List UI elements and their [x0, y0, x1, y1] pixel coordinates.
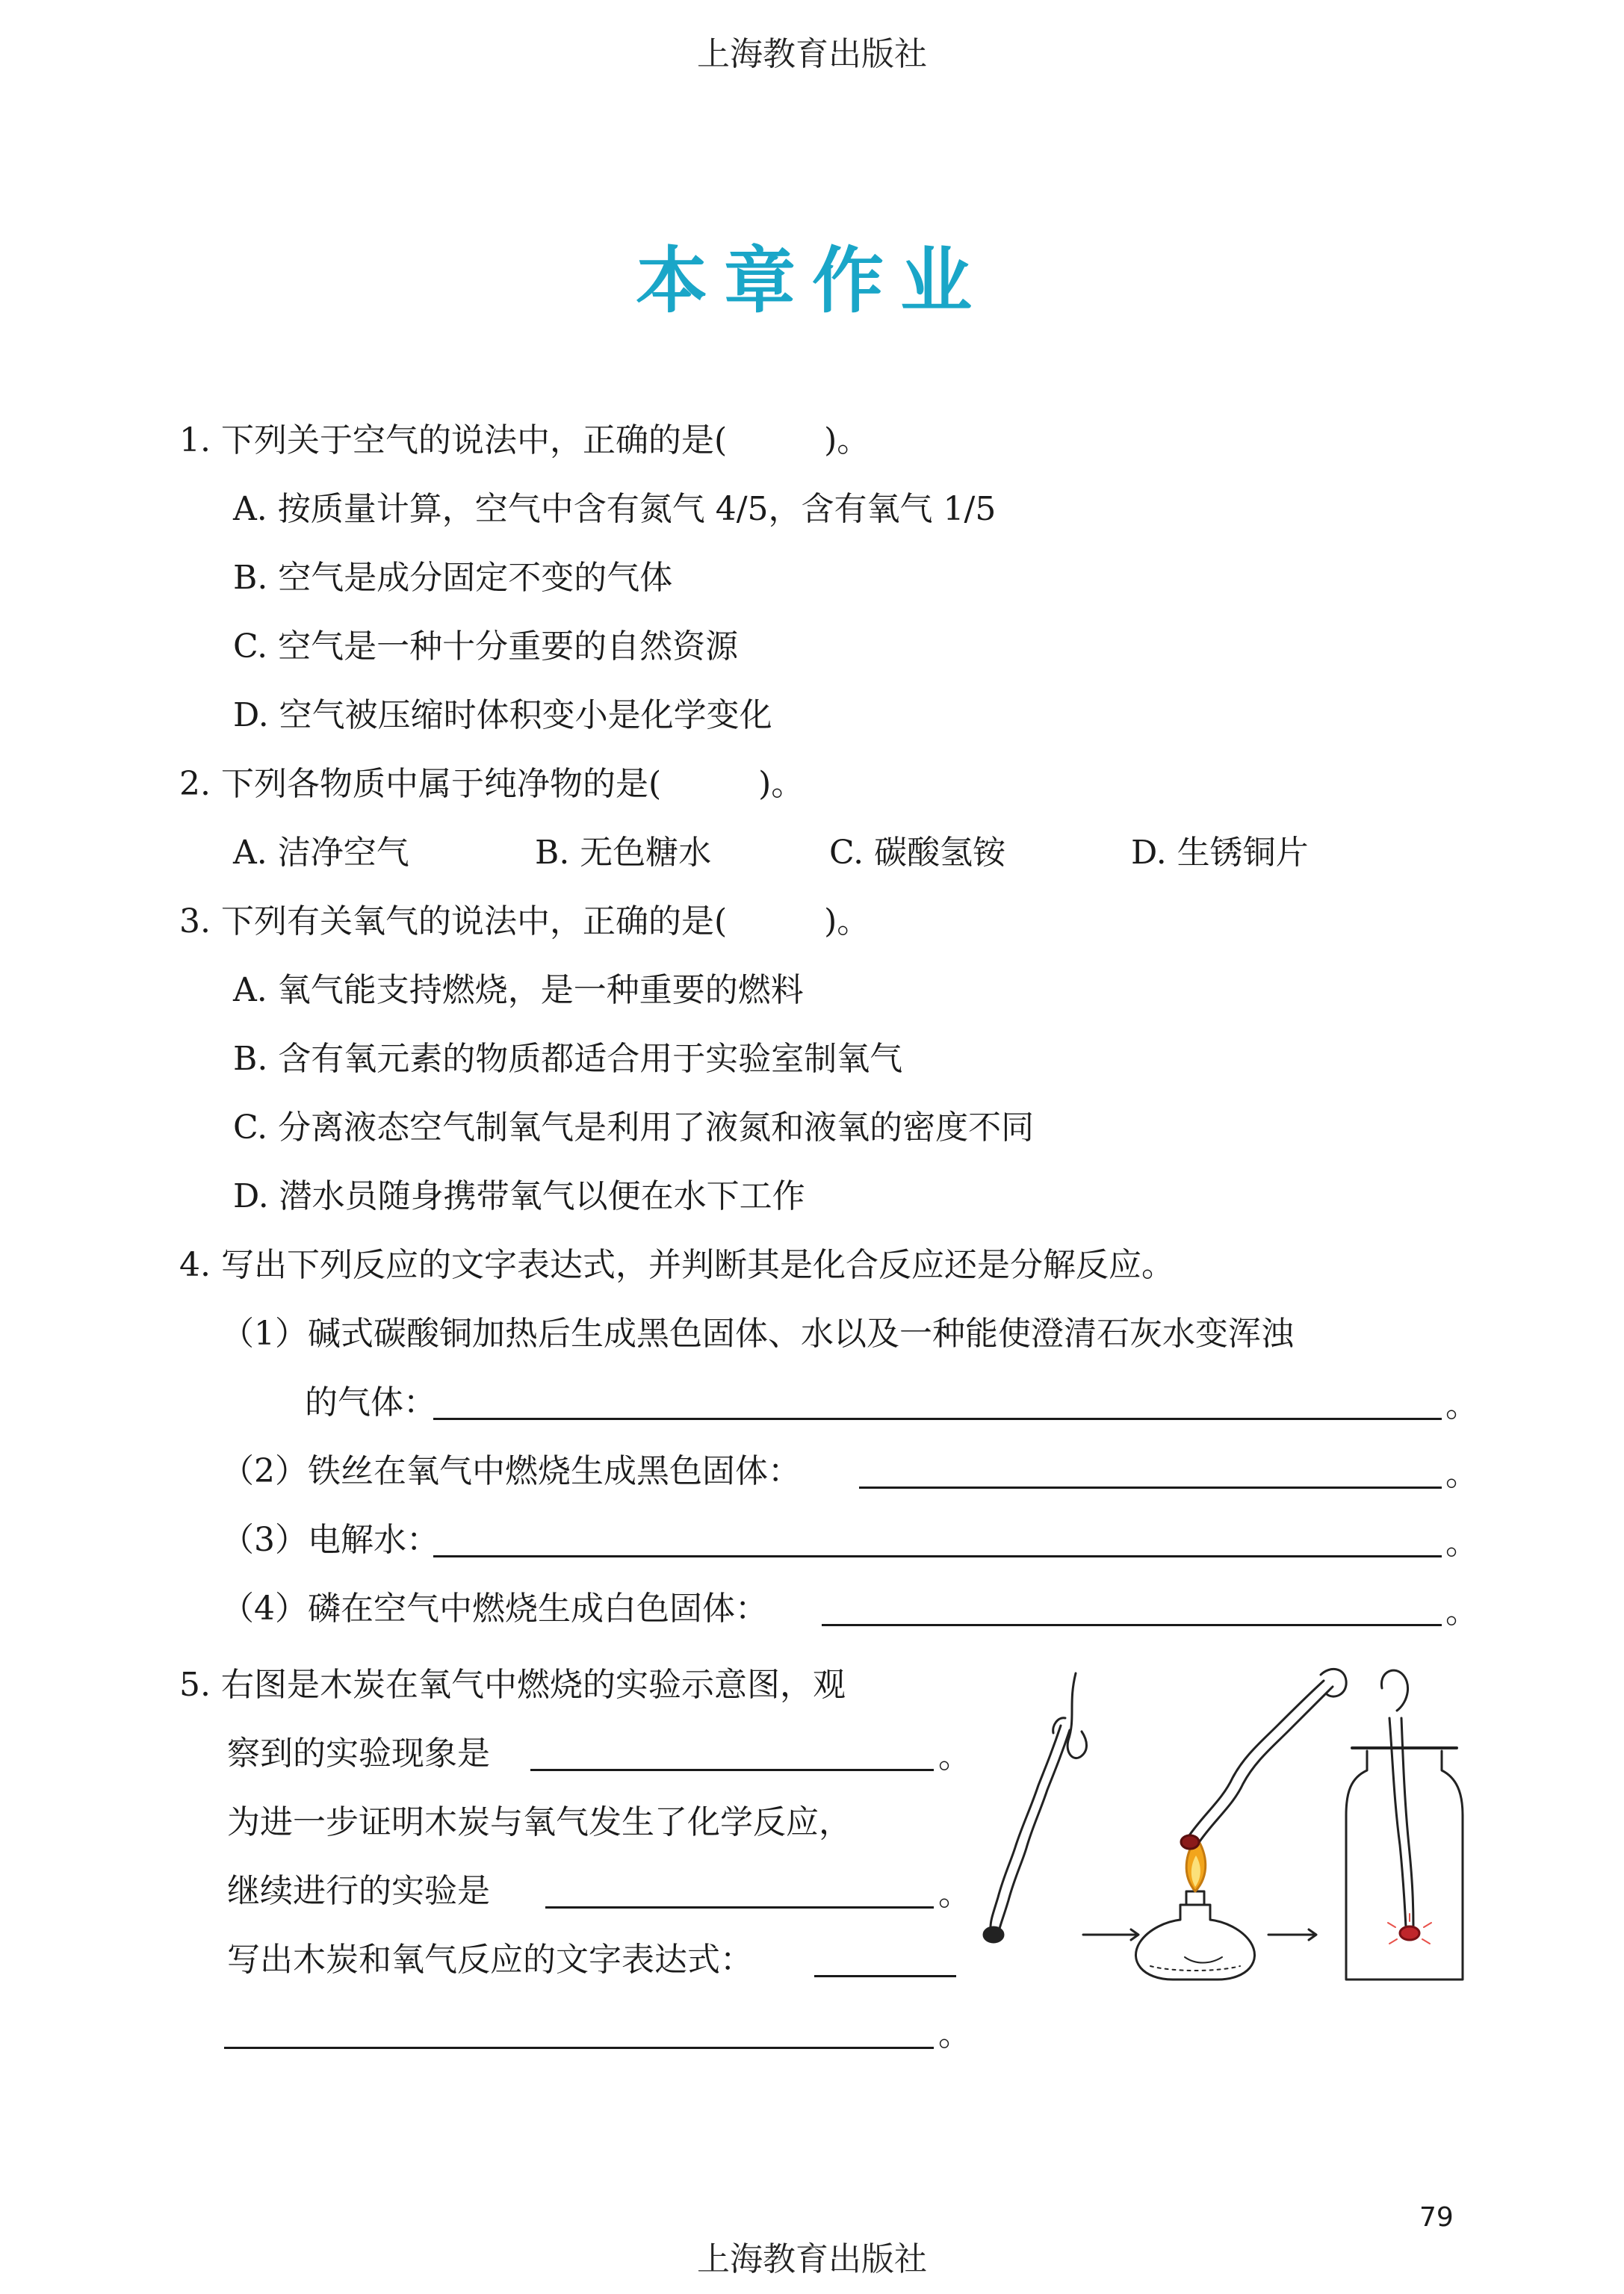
q4-stem: 4. 写出下列反应的文字表达式，并判断其是化合反应还是分解反应。 [179, 1246, 1174, 1284]
q4-item4-text: （4）磷在空气中燃烧生成白色固体： [221, 1590, 768, 1628]
q1-option-c: C. 空气是一种十分重要的自然资源 [233, 627, 739, 666]
q5-line2: 察到的实验现象是 [227, 1735, 490, 1773]
q2-option-b: B. 无色糖水 [535, 834, 712, 872]
q5-line4-period: 。 [938, 1875, 971, 1913]
q4-item1-continued: 的气体： [305, 1383, 436, 1422]
q5-line5: 写出木炭和氧气反应的文字表达式： [227, 1941, 753, 1979]
q3-option-d: D. 潜水员随身携带氧气以便在水下工作 [233, 1177, 805, 1215]
q3-stem [179, 899, 870, 944]
charcoal-combustion-figure [964, 1658, 1501, 1987]
q3-option-c: C. 分离液态空气制氧气是利用了液氮和液氧的密度不同 [233, 1109, 1035, 1147]
q1-option-a: A. 按质量计算，空气中含有氮气 4/5，含有氧气 1/5 [233, 490, 997, 528]
q2-stem-text: 2. 下列各物质中属于纯净物的是( [179, 765, 662, 803]
q4-item4-answer-line[interactable] [822, 1624, 1442, 1626]
q2-option-d: D. 生锈铜片 [1131, 834, 1309, 872]
tongs-in-jar-icon [1381, 1670, 1413, 1927]
page-title: 本章作业 [636, 239, 988, 323]
q4-item1-text: （1）碱式碳酸铜加热后生成黑色固体、水以及一种能使澄清石灰水变浑浊 [221, 1315, 1294, 1353]
q4-item2-period: 。 [1445, 1455, 1478, 1493]
q4-item2-answer-line[interactable] [859, 1487, 1442, 1489]
q3-stem-close: )。 [824, 902, 870, 940]
q4-item4-period: 。 [1445, 1593, 1478, 1631]
q5-expression-answer-line-start[interactable] [814, 1975, 956, 1977]
q5-line1: 5. 右图是木炭在氧气中燃烧的实验示意图，观 [179, 1666, 846, 1704]
q3-stem-text: 3. 下列有关氧气的说法中，正确的是( [179, 902, 728, 940]
alcohol-lamp-icon [1135, 1891, 1254, 1980]
q1-stem-text: 1. 下列关于空气的说法中，正确的是( [179, 421, 728, 459]
q4-item3-period: 。 [1445, 1524, 1478, 1562]
q1-stem [179, 418, 870, 463]
q3-option-a: A. 氧气能支持燃烧，是一种重要的燃料 [233, 971, 804, 1009]
q5-experiment-answer-line[interactable] [545, 1906, 934, 1909]
q4-item2-text: （2）铁丝在氧气中燃烧生成黑色固体： [221, 1452, 801, 1490]
q5-line3: 为进一步证明木炭与氧气发生了化学反应， [227, 1803, 852, 1841]
q4-item1-period: 。 [1445, 1386, 1478, 1425]
publisher-header: 上海教育出版社 [697, 35, 927, 73]
q5-line6-period: 。 [938, 2015, 971, 2053]
q1-option-d: D. 空气被压缩时体积变小是化学变化 [233, 696, 772, 734]
glowing-charcoal-icon [1181, 1835, 1199, 1849]
q5-observation-answer-line[interactable] [530, 1769, 934, 1771]
burning-charcoal-icon [1400, 1926, 1419, 1940]
q4-item3-answer-line[interactable] [433, 1555, 1442, 1557]
q5-expression-answer-line[interactable] [224, 2047, 934, 2049]
publisher-footer: 上海教育出版社 [697, 2240, 927, 2278]
q3-option-b: B. 含有氧元素的物质都适合用于实验室制氧气 [233, 1040, 903, 1078]
q4-item3-text: （3）电解水： [221, 1521, 439, 1559]
q2-stem-close: )。 [758, 765, 805, 803]
q2-stem [179, 762, 804, 807]
q5-line2-period: 。 [938, 1737, 971, 1776]
q2-option-a: A. 洁净空气 [233, 834, 409, 872]
q1-stem-close: )。 [824, 421, 870, 459]
q4-item1-answer-line[interactable] [433, 1418, 1442, 1420]
page-number: 79 [1419, 2202, 1454, 2233]
charcoal-piece-icon [984, 1927, 1003, 1942]
q1-option-b: B. 空气是成分固定不变的气体 [233, 559, 673, 597]
q2-option-c: C. 碳酸氢铵 [829, 834, 1006, 872]
tongs-with-charcoal-icon [991, 1673, 1087, 1929]
tongs-in-flame-icon [1188, 1669, 1346, 1844]
q5-line4: 继续进行的实验是 [227, 1872, 490, 1910]
